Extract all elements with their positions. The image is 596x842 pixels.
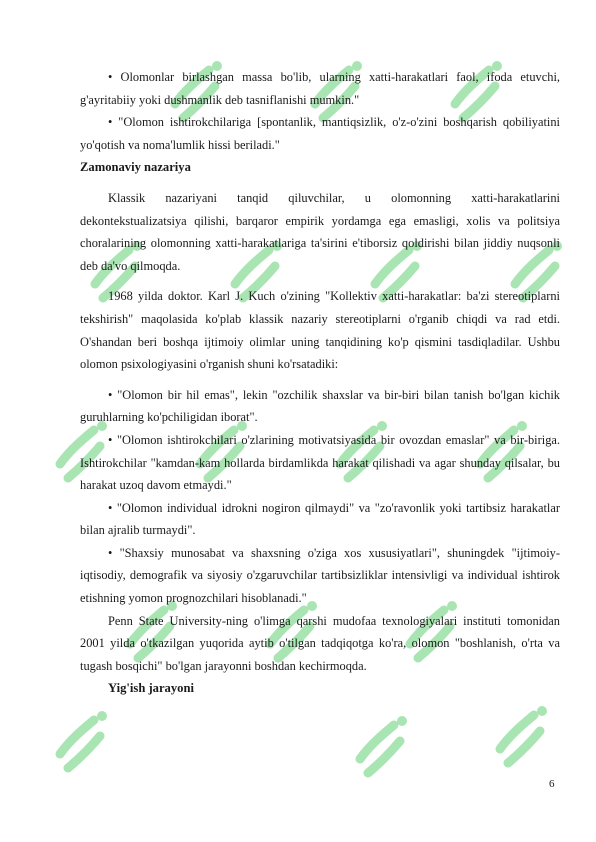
bullet-paragraph: • "Olomon ishtirokchilariga [spontanlik, mantiqsizlik, o'z-o'zini boshqarish qobiliyatini yo'qotish va noma'lumlik hissi beriladi." — [80, 115, 560, 152]
bullet-paragraph: • "Olomon individual idrokni nogiron qilmaydi" va "zo'ravonlik yoki tartibsiz harakatlar bilan ajralib turmaydi". — [80, 500, 560, 538]
page-number: 6 — [549, 778, 555, 790]
body-paragraph: 1968 yilda doktor. Karl J. Kuch o'zining "Kollektiv xatti-harakatlar: ba'zi stereotiplarni tekshirish" maqolasida ko'plab klassik nazariy stereotiplarni o'rganib chiqdi va rad etdi. O'shandan beri boshqa ijtimoiy olimlar uning tanqidining ko'p qismini tasdiqladilar. Ushbu olomon psixologiyasini o'rganish shuni ko'rsatadiki: — [80, 289, 560, 372]
bullet-paragraph: • Olomonlar birlashgan massa bo'lib, ularning xatti-harakatlari faol, ifoda etuvchi, g'ayritabiiy yoki dushmanlik deb tasniflanishi mumkin." — [80, 70, 560, 107]
body-paragraph: Klassik nazariyani tanqid qiluvchilar, u olomonning xatti-harakatlarini dekontekstualizatsiya qilishi, barqaror empirik yordamga ega emasligi, xolis va politsiya choralarining olomonning xatti-harakatlariga ta'sirini e'tiborsiz qoldirishi bilan jiddiy nuqsonli deb da'vo qilmoqda. — [80, 190, 560, 273]
section-heading: Zamonaviy nazariya — [80, 160, 191, 175]
bullet-paragraph: • "Shaxsiy munosabat va shaxsning o'ziga xos xususiyatlari", shuningdek "ijtimoiy-iqtisodiy, demografik va siyosiy o'zgaruvchilar tartibsizliklar intensivligi va individual ishtirok etishning yomon prognozchilari hisoblanadi." — [80, 545, 560, 606]
bullet-paragraph: • "Olomon bir hil emas", lekin "ozchilik shaxslar va bir-biri bilan tanish bo'lgan kichik guruhlarning ko'pchiligidan iborat". — [80, 387, 560, 425]
body-paragraph: Penn State University-ning o'limga qarshi mudofaa texnologiyalari instituti tomonidan 2001 yilda o'tkazilgan yuqorida aytib o'tilgan tadqiqotga ko'ra, olomon "boshlanish, o'rta va tugash bosqichi" bo'lgan jarayonni boshdan kechirmoqda. — [80, 613, 560, 673]
section-heading: Yig'ish jarayoni — [108, 681, 194, 696]
document-body — [80, 66, 560, 700]
bullet-paragraph: • "Olomon ishtirokchilari o'zlarining motivatsiyasida bir ovozdan emaslar" va bir-biriga. Ishtirokchilar "kamdan-kam hollarda birdamlikda harakat qilishadi va agar shunday qilsalar, bu harakat uzoq davom etmaydi." — [80, 432, 560, 493]
